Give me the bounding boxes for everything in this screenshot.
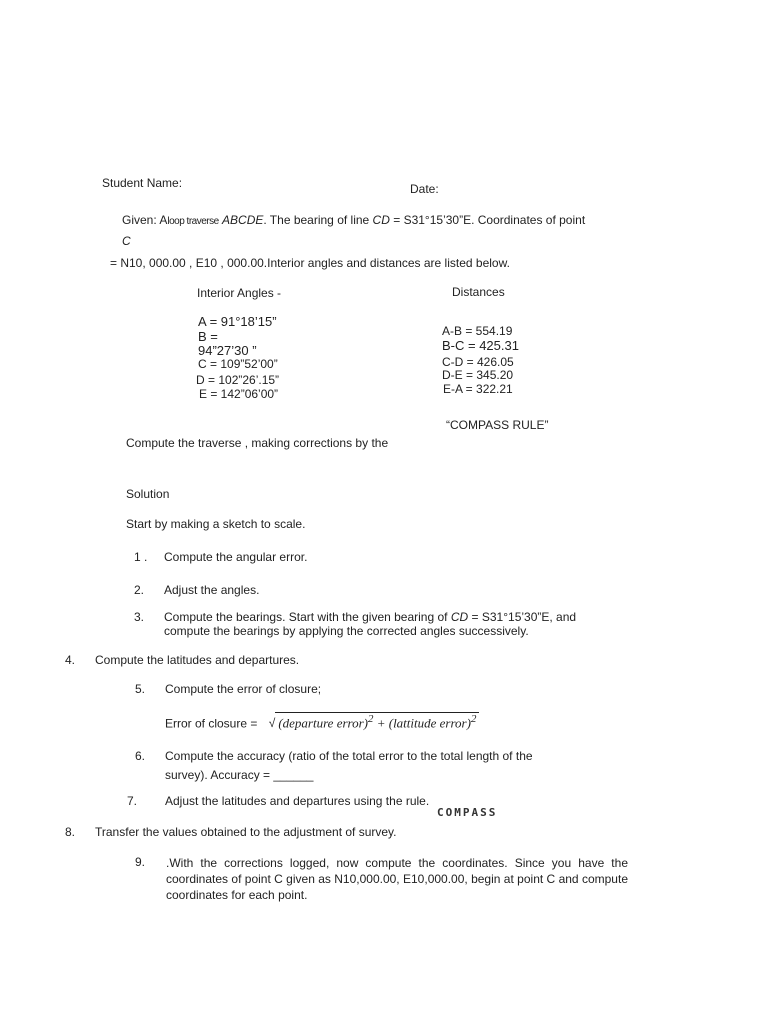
step-3-number: 3. xyxy=(134,610,145,624)
step-8-number: 8. xyxy=(65,825,76,839)
distance-ea: E-A = 322.21 xyxy=(443,382,513,396)
given-line-1 xyxy=(122,213,585,227)
distance-bc: B-C = 425.31 xyxy=(442,338,519,353)
given-bearing-value: = S31°15’30”E. Coordinates of point xyxy=(389,213,586,227)
step-4-text: Compute the latitudes and departures. xyxy=(95,653,300,667)
given-prefix: Given: A xyxy=(122,213,168,227)
step-9-text: .With the corrections logged, now compute the coordinates. Since you have the coordinates of point C given as N10,000.00, E10,000.00, begin at point C and compute coordinates for each point. xyxy=(166,856,628,902)
angle-e: E = 142”06’00” xyxy=(199,387,279,401)
step-6-text-b: survey). Accuracy = ______ xyxy=(165,768,314,782)
step-2-text: Adjust the angles. xyxy=(164,583,260,597)
step-1 xyxy=(134,550,307,564)
solution-label: Solution xyxy=(126,487,170,501)
distance-de: D-E = 345.20 xyxy=(442,368,514,382)
step-4 xyxy=(65,653,299,667)
angle-d: D = 102”26’.15” xyxy=(196,373,280,387)
step-5-text: Compute the error of closure; xyxy=(165,682,322,696)
step-2 xyxy=(134,583,259,597)
step-6 xyxy=(135,749,533,763)
formula-plus: + xyxy=(376,715,386,731)
formula-latitude: lattitude error xyxy=(393,715,467,731)
date-label: Date: xyxy=(410,182,439,196)
step-5 xyxy=(135,682,321,696)
formula-radicand: (departure error)$^2$ + (lattitude error)$^2$ xyxy=(275,712,479,731)
angle-b-value: 94”27’30 ” xyxy=(198,343,257,358)
step-8-text: Transfer the values obtained to the adjustment of survey. xyxy=(95,825,397,839)
step-7 xyxy=(127,794,429,808)
angle-b-label: B = xyxy=(198,329,218,344)
step-5-number: 5. xyxy=(135,682,146,696)
error-of-closure-formula xyxy=(165,712,479,731)
compass-rule-label: “COMPASS RULE” xyxy=(446,418,549,432)
step-3-text-c: compute the bearings by applying the corrected angles successively. xyxy=(164,624,529,638)
given-bearing-text: . The bearing of line xyxy=(263,213,373,227)
distance-cd: C-D = 426.05 xyxy=(442,355,514,369)
student-name-label: Student Name: xyxy=(102,176,183,190)
start-text: Start by making a sketch to scale. xyxy=(126,517,306,531)
sqrt-icon: √ xyxy=(268,716,276,731)
formula-departure: departure error xyxy=(282,715,364,731)
formula-exp-1: 2 xyxy=(368,713,374,725)
step-7-number: 7. xyxy=(127,794,138,808)
step-6-number: 6. xyxy=(135,749,146,763)
compute-traverse-text: Compute the traverse , making corrections by the xyxy=(126,436,389,450)
given-line: CD xyxy=(372,213,390,227)
angles-header: Interior Angles - xyxy=(197,286,282,300)
step-3 xyxy=(134,610,576,624)
step-3-line: CD xyxy=(450,610,469,624)
angle-a: A = 91°18’15” xyxy=(198,314,277,329)
formula-label: Error of closure = xyxy=(165,716,258,731)
step-7-text: Adjust the latitudes and departures using the rule. xyxy=(165,794,430,808)
given-figure: ABCDE xyxy=(222,213,264,227)
given-line-2: = N10, 000.00 , E10 , 000.00.Interior angles and distances are listed below. xyxy=(110,256,510,270)
step-2-number: 2. xyxy=(134,583,145,597)
step-4-number: 4. xyxy=(65,653,76,667)
compass-stamp: COMPASS xyxy=(437,806,498,819)
given-point: C xyxy=(122,234,131,248)
step-6-text-a: Compute the accuracy (ratio of the total error to the total length of the xyxy=(165,749,533,763)
distance-ab: A-B = 554.19 xyxy=(442,324,513,338)
step-8 xyxy=(65,825,397,839)
formula-exp-2: 2 xyxy=(470,713,477,725)
step-9-number: 9. xyxy=(135,855,146,869)
angle-c: C = 109”52’00” xyxy=(198,357,278,371)
step-1-text: Compute the angular error. xyxy=(164,550,308,564)
distances-header: Distances xyxy=(452,285,505,299)
step-1-number: 1 . xyxy=(134,550,148,564)
step-3-text-a: Compute the bearings. Start with the given bearing of xyxy=(164,610,451,624)
step-3-text-b: = S31°15’30”E, and xyxy=(468,610,577,624)
given-loop-traverse: loop traverse xyxy=(167,216,219,227)
